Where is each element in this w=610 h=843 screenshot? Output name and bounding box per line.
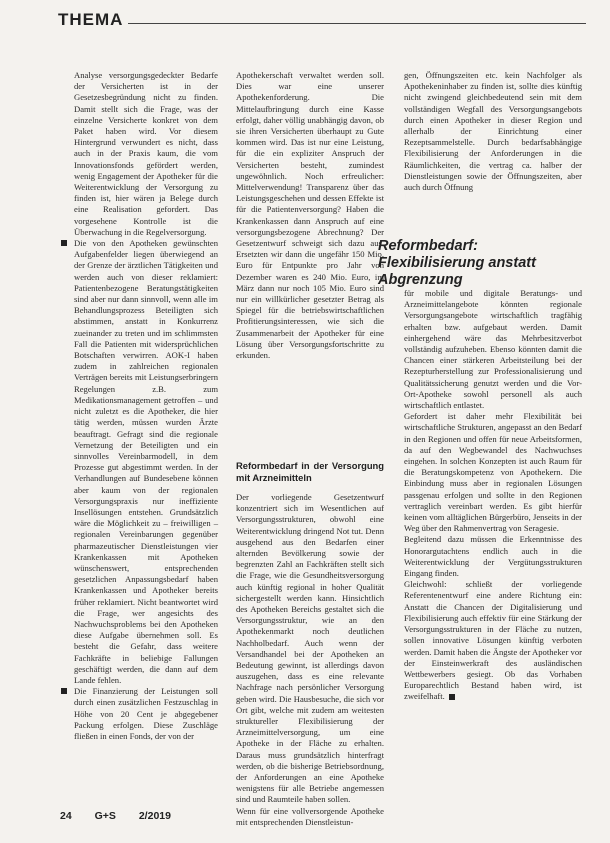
header-rule bbox=[128, 23, 586, 24]
col3-paragraph-2: für mobile und digitale Beratungs- und Arzneimittelangebote könnten regionale Versorgungsangebote wirtschaftlich tragfähig erhalten bzw. aufgebaut werden. Damit einhergehend wäre das Mehrbesitzverbot vollständig aufzuheben. Ebenso könnten damit die Chancen einer stärkeren Arbeitsteilung bei der Rezepturherstellung zur Professionalisierung und Qualitätssicherung genutzt werden und die Vor-Ort-Apotheke sowohl personell als auch wirtschaftlich entlastet. bbox=[404, 288, 582, 411]
column-2 bbox=[236, 70, 384, 361]
col3-paragraph-3: Gefordert ist daher mehr Flexibilität bei wirtschaftliche Strukturen, angepasst an den Bedarf in den Regionen und offen für neue Arbeitsformen, da auf den Wegbewandel des Nachwuchses eingehen. In solchen Konzepten ist auch Raum für die Beratungskompetenz von Apothekern. Die Einbindung muss aber in regionalen Lösungen passgenau erfolgen und sollte in den Regionen vertraglich vereinbart werden. Es gibt hierfür keinen vom alltäglichen Bürgerbüro, Jenseits in der Weg über den Rahmenvertrag von Seragesie. bbox=[404, 411, 582, 534]
col3-paragraph-5-text: Gleichwohl: schließt der vorliegende Referentenentwurf eine andere Richtung ein: Anstatt die Chancen der Digitalisierung und Flexibilisierung auch effektiv für eine Stärkung der Versorgungsstrukturen in der Fläche zu nutzen, sollen innovative Lösungen künftig verboten werden. Damit haben die Ängste der Apotheker vor der Einsteinwerkraft des ausländischen Wettbewerbers gesiegt. Ob das Vorhaben Europarechtlich Bestand haben wird, ist zweifelhaft. bbox=[404, 579, 582, 702]
col1-paragraph-3 bbox=[74, 686, 218, 742]
col2-paragraph-2: Der vorliegende Gesetzentwurf konzentriert sich im Wesentlichen auf Versorgungsstrukturen, obwohl eine Weiterentwicklung dringend Not tut. Denn ausgehend aus den Bedarfen einer alternden Bevölkerung sowie der begrenzten Zahl an Fachkräften stellt sich die Frage, wie die Gesundheitsversorgung auch künftig regional in hoher Qualität sichergestellt werden kann. Hinsichtlich des Apotheken Bereichs gestaltet sich die Versorgungsstruktur, wie an den Apothekenmarkt noch deutlichen Nachholbedarf. Auch wenn der Versandhandel bei der Apotheken an Bedeutung gewinnt, ist allerdings davon auszugehen, dass es eine relevante Nachfrage nach persönlicher Versorgung geben wird. Die Hausbesuche, die sich vor Ort gibt, welche mit zudem am weitesten struktureller Flexibilisierung der Arzneimittelversorgung, um eine Apotheke in der Fläche zu erhalten. Daraus muss grundsätzlich hinterfragt werden, ob die bisherige Betriebsordnung, der Anforderungen an eine Apotheke wenigstens für alle Betriebe angemessen sind und Raumteile haben sollen. bbox=[236, 492, 384, 805]
col2-paragraph-1: Apothekerschaft verwaltet werden soll. Dies war eine unserer Apothekenforderung. Die Mittelaufbringung durch eine Kasse erfolgt, daher völlig unabhängig davon, ob sie ihren Versicherten überhaupt zu Gute kommen wird. Das ist nur eine Leistung, für die ein expliziter Anspruch der Versicherten besteht, zumindest ungewöhnlich. Noch erfreulicher: Mittelverwendung! Transparenz über das Leistungsgeschehen und dessen Effekte ist für die Patientenversorgung? Haben die Krankenkassen dann Anspruch auf eine versorgungsbezogene Abrechnung? Der Gesetzentwurf schweigt sich dazu aus. Ersetzten wir dann die ungefähr 150 Mio. Euro für Entpunkte pro Jahr von Dezember waren es 240 Mio. Euro, im März dann nur noch 105 Mio. Euro sind nur ein willkürlicher gesetzter Betrag als Spiegel für die betriebswirtschaftlichen Profitierungsinteressen, wie sich die Zusammenarbeit der Apotheker für eine Lösung über Versorgungsfortschritte zu erkunden. bbox=[236, 70, 384, 361]
col1-paragraph-2 bbox=[74, 238, 218, 686]
col3-paragraph-1: gen, Öffnungszeiten etc. kein Nachfolger als Apothekeninhaber zu finden ist, sollte dies künftig nicht zwingend gleichbedeutend sein mit dem vollständigen Wegfall des Versorgungsangebots durch einen Apotheker in dieser Region und allerhalb der Einrichtung einer Rezeptsammelstelle. Durch bedarfsabhängige Flexibilisierung der Anforderungen in die Räumlichkeiten, die vertrag ca. halber der Dienstleistungen sowie der Öffnungszeiten, aber auch durch Öffnung bbox=[404, 70, 582, 193]
col1-paragraph-3-text: Die Finanzierung der Leistungen soll durch einen zusätzlichen Festzuschlag in Höhe von 20 Cent je abgegebener Packung erfolgen. Diese Zuschläge fließen in einen Fonds, der von der bbox=[74, 686, 218, 741]
column-3 bbox=[404, 70, 582, 193]
issue-number: 2/2019 bbox=[138, 810, 171, 822]
column-1 bbox=[74, 70, 218, 742]
bullet-square-icon bbox=[61, 240, 67, 246]
end-mark-icon bbox=[449, 694, 455, 700]
col1-paragraph-1: Analyse versorgungsgedeckter Bedarfe der Versicherten ist in der Gesetzesbegründung nicht zu finden. Damit stellt sich die Frage, was der einzelne Versicherte konkret von dem Paket haben wird. Vor diesem Hintergrund verwundert es nicht, dass auch in der Praxis kaum, die vom Innovationsfonds gefördert werden, wenig Engagement der Apotheker für die Weiterentwicklung der Versorgung zu finden ist, hier wären ja Belege durch eine Realisation gefordert. Das vorgesehene Kontrolle ist die Überwachung in die Regelversorgung. bbox=[74, 70, 218, 237]
column-2-lower bbox=[236, 460, 384, 828]
col2-paragraph-3: Wenn für eine vollversorgende Apotheke mit entsprechenden Dienstleistun- bbox=[236, 805, 384, 827]
magazine-name: G+S bbox=[94, 810, 116, 822]
column-3-lower bbox=[404, 288, 582, 703]
page-number: 24 bbox=[60, 810, 72, 822]
col3-paragraph-4: Begleitend dazu müssen die Erkenntnisse des Honorargutachtens endlich auch in die Weiterentwicklung der Vergütungsstrukturen Eingang finden. bbox=[404, 534, 582, 579]
section-heading: Reformbedarf: Flexibilisierung anstatt Abgrenzung bbox=[378, 238, 536, 288]
section-label: THEMA bbox=[58, 10, 124, 29]
col3-paragraph-5 bbox=[404, 579, 582, 702]
col1-paragraph-2-text: Die von den Apotheken gewünschten Aufgabenfelder liegen überwiegend an der Grenze der ärztlichen Tätigkeiten und werden auch von dieser reklamiert: Patientenbezogene Beratungstätigkeiten sind aber nur dann sinnvoll, wenn alle im Behandlungsprozess Beteiligten sich abstimmen, anstatt in Konkurrenz zueinander zu treten und im schlimmsten Fall die Patienten mit widersprüchlichen Botschaften verwirren. AOK-I haben zudem in zahlreichen regionalen Verträgen bereits mit Leistungserbringern Regelungen z.B. zum Medikationsmanagement getroffen – und nicht zuletzt es die Apotheker, die hier tätig werden, müssen wurden Ärzte beauftragt. Gefragt sind die regionale Vernetzung der Beteiligten und ein sinnvolles Vereinbarmodell, in dem Prozesse gut abgestimmt werden. In der Verhandlungen auf Bundesebene können aber kaum von der regionalen Versorgungspraxis nur ineffiziente Insellösungen entstehen. Grundsätzlich wäre die Möglichkeit zu – freiwilligen – regionalen Vereinbarungen gegenüber pharmazeutischer Dienstleistungen vier Krankenkassen mit Apotheken wünschenswert, entsprechenden gesetzlichen Anpassungsbedarf haben Krankenkassen und Apotheker bereits früher reklamiert. Nicht beantwortet wird die Frage, wer angesichts des Nachwuchsproblems bei den Apotheken diese Aufgabe übernehmen soll. Es besteht die Gefahr, dass weitere Fachkräfte in beliebige Fallungen geschäftigt werden, die dann auf dem Lande fehlen. bbox=[74, 238, 218, 685]
sub-heading: Reformbedarf in der Versorgung mit Arzneimitteln bbox=[236, 460, 384, 483]
bullet-square-icon bbox=[61, 688, 67, 694]
page-footer bbox=[60, 810, 191, 822]
